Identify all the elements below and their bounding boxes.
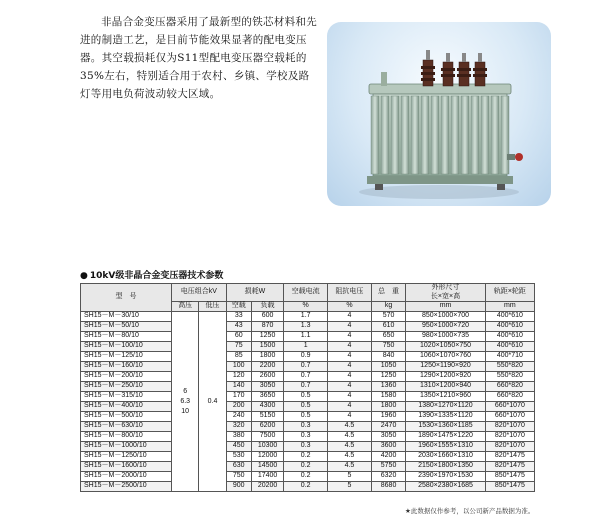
cell-gauge: 660*820 bbox=[485, 382, 534, 392]
cell-no-load: 43 bbox=[226, 322, 251, 332]
cell-no-load: 100 bbox=[226, 362, 251, 372]
unit-pct-1: % bbox=[284, 302, 328, 312]
cell-model: SH15－M－1600/10 bbox=[81, 462, 172, 472]
table-row bbox=[81, 422, 535, 432]
table-row bbox=[81, 462, 535, 472]
header-no-load-current: 空载电流 bbox=[284, 284, 328, 302]
intro-text: 非晶合金变压器采用了最新型的铁芯材料和先进的制造工艺，是目前节能效果显著的配电变压器。其空载损耗仅为S11型配电变压器空载耗的35%左右，特别适合用于农村、乡镇、学校及路灯等用电负荷波动较大区域。 bbox=[80, 16, 317, 100]
high-voltage-value: 6.3 bbox=[180, 397, 191, 405]
unit-mm-2: mm bbox=[485, 302, 534, 312]
cell-load: 3650 bbox=[251, 392, 283, 402]
cell-gauge: 660*1070 bbox=[485, 412, 534, 422]
cell-dims: 1960×1555×1310 bbox=[406, 442, 485, 452]
cell-no-load: 630 bbox=[226, 462, 251, 472]
cell-load: 5150 bbox=[251, 412, 283, 422]
cell-model: SH15－M－125/10 bbox=[81, 352, 172, 362]
cell-no-load: 450 bbox=[226, 442, 251, 452]
cell-dims: 1350×1210×960 bbox=[406, 392, 485, 402]
cell-load: 2600 bbox=[251, 372, 283, 382]
cell-no-load: 530 bbox=[226, 452, 251, 462]
spec-table-head bbox=[81, 284, 535, 312]
cell-impedance: 4.5 bbox=[328, 462, 372, 472]
cell-weight: 1250 bbox=[371, 372, 405, 382]
cell-model: SH15－M－200/10 bbox=[81, 372, 172, 382]
cell-impedance: 4 bbox=[328, 312, 372, 322]
cell-load: 870 bbox=[251, 322, 283, 332]
cell-no-load-current: 0.2 bbox=[284, 462, 328, 472]
cell-weight: 1050 bbox=[371, 362, 405, 372]
cell-weight: 1960 bbox=[371, 412, 405, 422]
spec-table-body bbox=[81, 312, 535, 492]
cell-weight: 6320 bbox=[371, 472, 405, 482]
transformer-illustration bbox=[327, 22, 551, 206]
cell-low-voltage: 0.4 bbox=[199, 312, 226, 492]
cell-gauge: 820*1475 bbox=[485, 462, 534, 472]
cell-weight: 840 bbox=[371, 352, 405, 362]
unit-mm-1: mm bbox=[406, 302, 485, 312]
cell-weight: 1800 bbox=[371, 402, 405, 412]
table-row bbox=[81, 342, 535, 352]
cell-no-load-current: 0.5 bbox=[284, 402, 328, 412]
section-title-text: 10kV级非晶合金变压器技术参数 bbox=[89, 271, 224, 281]
cell-impedance: 4 bbox=[328, 412, 372, 422]
cell-dims: 1250×1190×920 bbox=[406, 362, 485, 372]
cell-gauge: 660*1070 bbox=[485, 402, 534, 412]
cell-impedance: 4 bbox=[328, 402, 372, 412]
header-gauge: 轨距×轮距 bbox=[485, 284, 534, 302]
table-row bbox=[81, 382, 535, 392]
cell-dims: 1530×1360×1185 bbox=[406, 422, 485, 432]
unit-kg: kg bbox=[371, 302, 405, 312]
cell-no-load-current: 0.7 bbox=[284, 382, 328, 392]
cell-model: SH15－M－1000/10 bbox=[81, 442, 172, 452]
cell-gauge: 820*1070 bbox=[485, 422, 534, 432]
cell-load: 4300 bbox=[251, 402, 283, 412]
cell-no-load-current: 0.7 bbox=[284, 372, 328, 382]
table-row bbox=[81, 322, 535, 332]
table-row bbox=[81, 392, 535, 402]
cell-no-load: 200 bbox=[226, 402, 251, 412]
cell-model: SH15－M－80/10 bbox=[81, 332, 172, 342]
cell-dims: 2390×1970×1530 bbox=[406, 472, 485, 482]
cell-no-load-current: 0.5 bbox=[284, 392, 328, 402]
header-load: 负载 bbox=[251, 302, 283, 312]
cell-model: SH15－M－50/10 bbox=[81, 322, 172, 332]
header-impedance: 阻抗电压 bbox=[328, 284, 372, 302]
cell-model: SH15－M－250/10 bbox=[81, 382, 172, 392]
table-row bbox=[81, 332, 535, 342]
cell-dims: 1310×1200×940 bbox=[406, 382, 485, 392]
cell-weight: 8680 bbox=[371, 482, 405, 492]
cell-no-load-current: 1.3 bbox=[284, 322, 328, 332]
cell-weight: 1360 bbox=[371, 382, 405, 392]
cell-gauge: 400*610 bbox=[485, 332, 534, 342]
cell-weight: 3050 bbox=[371, 432, 405, 442]
cell-no-load-current: 0.2 bbox=[284, 472, 328, 482]
cell-model: SH15－M－100/10 bbox=[81, 342, 172, 352]
table-row bbox=[81, 432, 535, 442]
cell-load: 600 bbox=[251, 312, 283, 322]
high-voltage-value: 10 bbox=[181, 407, 190, 415]
table-row bbox=[81, 402, 535, 412]
cell-impedance: 4 bbox=[328, 382, 372, 392]
cell-dims: 980×1000×735 bbox=[406, 332, 485, 342]
cell-weight: 750 bbox=[371, 342, 405, 352]
cell-dims: 1060×1070×760 bbox=[406, 352, 485, 362]
cell-gauge: 400*710 bbox=[485, 352, 534, 362]
cell-weight: 610 bbox=[371, 322, 405, 332]
cell-no-load: 900 bbox=[226, 482, 251, 492]
cell-dims: 950×1000×720 bbox=[406, 322, 485, 332]
cell-model: SH15－M－30/10 bbox=[81, 312, 172, 322]
spec-table bbox=[80, 283, 535, 492]
cell-load: 7500 bbox=[251, 432, 283, 442]
cell-dims: 1390×1335×1120 bbox=[406, 412, 485, 422]
table-row bbox=[81, 472, 535, 482]
cell-no-load-current: 0.2 bbox=[284, 452, 328, 462]
cell-no-load-current: 0.3 bbox=[284, 442, 328, 452]
cell-no-load: 75 bbox=[226, 342, 251, 352]
cell-weight: 570 bbox=[371, 312, 405, 322]
cell-load: 20200 bbox=[251, 482, 283, 492]
header-no-load: 空载 bbox=[226, 302, 251, 312]
table-row bbox=[81, 352, 535, 362]
cell-impedance: 4.5 bbox=[328, 452, 372, 462]
cell-no-load: 380 bbox=[226, 432, 251, 442]
footnote: ★此数据仅作参考，以公司新产品数据为准。 bbox=[405, 507, 535, 515]
cell-no-load-current: 0.5 bbox=[284, 412, 328, 422]
cell-no-load-current: 1.1 bbox=[284, 332, 328, 342]
cell-gauge: 850*1475 bbox=[485, 482, 534, 492]
intro-paragraph bbox=[80, 13, 320, 103]
cell-dims: 1290×1200×920 bbox=[406, 372, 485, 382]
cell-no-load: 60 bbox=[226, 332, 251, 342]
header-model: 型 号 bbox=[81, 284, 172, 312]
cell-impedance: 4 bbox=[328, 392, 372, 402]
cell-impedance: 4.5 bbox=[328, 422, 372, 432]
cell-weight: 1580 bbox=[371, 392, 405, 402]
cell-impedance: 5 bbox=[328, 472, 372, 482]
section-title bbox=[80, 268, 223, 281]
cell-impedance: 4 bbox=[328, 342, 372, 352]
cell-gauge: 400*610 bbox=[485, 342, 534, 352]
cell-impedance: 4 bbox=[328, 322, 372, 332]
high-voltage-value: 6 bbox=[183, 387, 188, 395]
cell-gauge: 820*1070 bbox=[485, 432, 534, 442]
cell-impedance: 4.5 bbox=[328, 442, 372, 452]
cell-load: 6200 bbox=[251, 422, 283, 432]
cell-load: 1800 bbox=[251, 352, 283, 362]
cell-dims: 850×1000×700 bbox=[406, 312, 485, 322]
cell-weight: 4200 bbox=[371, 452, 405, 462]
cell-impedance: 5 bbox=[328, 482, 372, 492]
bullet-icon: ● bbox=[80, 271, 88, 281]
table-row bbox=[81, 312, 535, 322]
table-row bbox=[81, 442, 535, 452]
cell-model: SH15－M－1250/10 bbox=[81, 452, 172, 462]
cell-load: 1500 bbox=[251, 342, 283, 352]
cell-high-voltage bbox=[172, 312, 199, 492]
cell-model: SH15－M－315/10 bbox=[81, 392, 172, 402]
header-dims-sub: 长×宽×高 bbox=[430, 292, 461, 300]
table-row bbox=[81, 372, 535, 382]
header-low: 低压 bbox=[199, 302, 226, 312]
cell-model: SH15－M－800/10 bbox=[81, 432, 172, 442]
cell-dims: 1020×1050×750 bbox=[406, 342, 485, 352]
cell-gauge: 850*1475 bbox=[485, 472, 534, 482]
header-dims bbox=[406, 284, 485, 302]
cell-dims: 2580×2380×1685 bbox=[406, 482, 485, 492]
cell-no-load-current: 0.3 bbox=[284, 432, 328, 442]
cell-gauge: 820*1070 bbox=[485, 442, 534, 452]
table-row bbox=[81, 452, 535, 462]
cell-dims: 1380×1270×1120 bbox=[406, 402, 485, 412]
cell-model: SH15－M－500/10 bbox=[81, 412, 172, 422]
cell-gauge: 820*1475 bbox=[485, 452, 534, 462]
cell-dims: 1890×1475×1220 bbox=[406, 432, 485, 442]
cell-weight: 2470 bbox=[371, 422, 405, 432]
header-high: 高压 bbox=[172, 302, 199, 312]
cell-model: SH15－M－400/10 bbox=[81, 402, 172, 412]
cell-impedance: 4.5 bbox=[328, 432, 372, 442]
header-dims-label: 外形尺寸 bbox=[431, 284, 460, 291]
cell-weight: 650 bbox=[371, 332, 405, 342]
cell-model: SH15－M－2000/10 bbox=[81, 472, 172, 482]
cell-no-load-current: 0.7 bbox=[284, 362, 328, 372]
cell-no-load-current: 0.2 bbox=[284, 482, 328, 492]
cell-load: 17400 bbox=[251, 472, 283, 482]
cell-no-load: 170 bbox=[226, 392, 251, 402]
cell-no-load: 240 bbox=[226, 412, 251, 422]
header-loss: 损耗W bbox=[226, 284, 284, 302]
cell-model: SH15－M－2500/10 bbox=[81, 482, 172, 492]
unit-pct-2: % bbox=[328, 302, 372, 312]
cell-no-load-current: 1 bbox=[284, 342, 328, 352]
cell-no-load: 120 bbox=[226, 372, 251, 382]
cell-gauge: 550*820 bbox=[485, 372, 534, 382]
cell-model: SH15－M－630/10 bbox=[81, 422, 172, 432]
cell-no-load-current: 0.9 bbox=[284, 352, 328, 362]
cell-no-load-current: 0.3 bbox=[284, 422, 328, 432]
header-weight: 总 重 bbox=[371, 284, 405, 302]
cell-dims: 2030×1660×1310 bbox=[406, 452, 485, 462]
cell-gauge: 660*820 bbox=[485, 392, 534, 402]
cell-no-load: 320 bbox=[226, 422, 251, 432]
cell-weight: 3600 bbox=[371, 442, 405, 452]
cell-no-load: 33 bbox=[226, 312, 251, 322]
header-voltage-combo: 电压组合kV bbox=[172, 284, 227, 302]
cell-no-load: 140 bbox=[226, 382, 251, 392]
cell-impedance: 4 bbox=[328, 372, 372, 382]
cell-impedance: 4 bbox=[328, 332, 372, 342]
cell-load: 1250 bbox=[251, 332, 283, 342]
cell-load: 3050 bbox=[251, 382, 283, 392]
table-row bbox=[81, 412, 535, 422]
cell-no-load: 85 bbox=[226, 352, 251, 362]
cell-load: 10300 bbox=[251, 442, 283, 452]
cell-model: SH15－M－160/10 bbox=[81, 362, 172, 372]
cell-no-load: 750 bbox=[226, 472, 251, 482]
transformer-photo bbox=[327, 22, 551, 206]
cell-gauge: 400*610 bbox=[485, 322, 534, 332]
cell-gauge: 550*820 bbox=[485, 362, 534, 372]
cell-dims: 2150×1800×1350 bbox=[406, 462, 485, 472]
table-row bbox=[81, 482, 535, 492]
cell-gauge: 400*610 bbox=[485, 312, 534, 322]
table-row bbox=[81, 362, 535, 372]
cell-weight: 5750 bbox=[371, 462, 405, 472]
cell-impedance: 4 bbox=[328, 362, 372, 372]
cell-load: 12000 bbox=[251, 452, 283, 462]
cell-load: 2200 bbox=[251, 362, 283, 372]
cell-no-load-current: 1.7 bbox=[284, 312, 328, 322]
cell-impedance: 4 bbox=[328, 352, 372, 362]
cell-load: 14500 bbox=[251, 462, 283, 472]
